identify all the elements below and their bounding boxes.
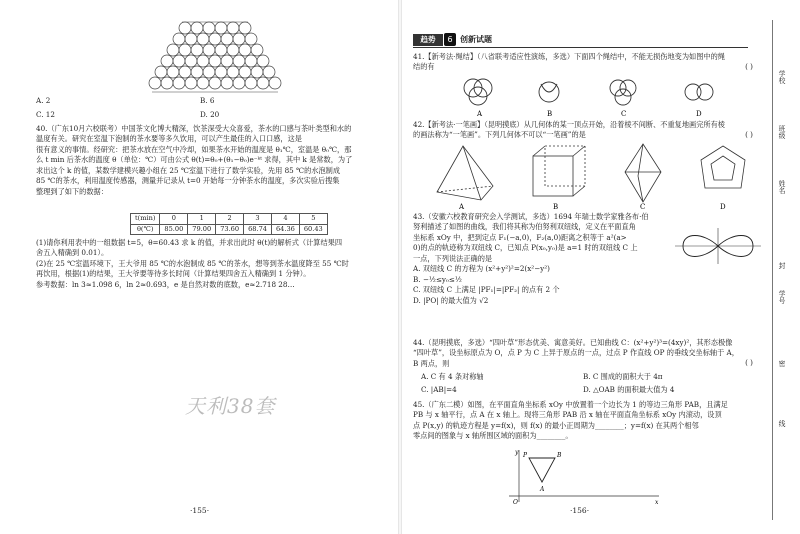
table-cell: 2 [216, 214, 244, 225]
table-cell: 0 [160, 214, 188, 225]
pipe-circle [179, 66, 191, 78]
text-line: 点 P(x,y) 的轨迹方程是 y=f(x)，则 f(x) 的最小正周期为________；y=f(x) 在其两个相邻 [413, 420, 699, 430]
text-line: 求出这个 k 的值，某数学建模兴趣小组在 25 ℃室温下进行了数学实验，先用 85 ℃的水泡制成 [36, 165, 341, 175]
book-gutter [398, 0, 402, 534]
table-cell: 1 [188, 214, 216, 225]
table-cell: 79.00 [188, 224, 216, 235]
q44-text [413, 338, 758, 369]
q39-option-d: D. 20 [200, 110, 220, 119]
pipe-circle [191, 66, 203, 78]
answer-paren: ( ) [745, 358, 753, 367]
text-line: 44.（昆明摸底，多选）“四叶草”形态优美、寓意美好。已知曲线 C：(x²+y²)³=(4xy)²，其形态极像 [413, 338, 733, 347]
table-cell: 73.60 [216, 224, 244, 235]
side-label: 学校 [777, 70, 785, 84]
text-line: 舍五入精确到 0.01）。 [36, 248, 109, 258]
text-line: A. 双纽线 C 的方程为 (x²+y²)²=2(x²−y²) [413, 264, 550, 274]
axis-label-y: y [515, 449, 519, 456]
pipe-circle [161, 55, 173, 67]
text-line: 很有意义的事情。经研究：把茶水放在空气中冷却，如果茶水开始的温度是 θ₁℃，室温是 θ₀℃，那 [36, 144, 352, 154]
q44-option-d: D. △OAB 的面积最大值为 4 [583, 385, 675, 394]
knot-figures [453, 74, 743, 118]
text-line: (1)请你利用表中的一组数据 t=5，θ=60.43 求 k 的值，并求出此时 θ(t)的解析式（计算结果四 [36, 238, 343, 247]
q44-option-b: B. C 围成的面积大于 4π [583, 372, 663, 381]
text-line: 40.（广东10月六校联考）中国茶文化博大精深，饮茶深受大众喜爱，茶水的口感与茶叶类型和水的 [36, 124, 352, 133]
text-line: 参考数据：ln 3≈1.098 6，ln 2≈0.693，e 是自然对数的底数，e≈2.718 28… [36, 279, 295, 289]
table-cell: 85.00 [160, 224, 188, 235]
pipe-circle [221, 55, 233, 67]
table-cell: 64.36 [271, 224, 299, 235]
table-cell: 5 [299, 214, 327, 225]
pipe-circle [197, 55, 209, 67]
pipe-circle [251, 44, 263, 56]
table-cell: 60.43 [299, 224, 327, 235]
pipe-circle [215, 66, 227, 78]
answer-paren: ( ) [745, 62, 753, 71]
text-line: 整理到了如下的数据： [36, 186, 108, 196]
pipe-circle [233, 55, 245, 67]
pipe-circle [227, 22, 239, 34]
text-line: 43.（安徽六校教育研究会入学测试，多选）1694 年瑞士数学家雅各布·伯 [413, 212, 649, 221]
pipe-circle [191, 44, 203, 56]
pipe-circle [203, 66, 215, 78]
text-line: B 两点，则 [413, 358, 450, 368]
point-b-label: B [557, 452, 562, 459]
q39-option-c: C. 12 [36, 110, 55, 119]
text-line: C. 双纽线 C 上满足 |PF₁|=|PF₂| 的点有 2 个 [413, 285, 560, 295]
pipe-circle [209, 77, 221, 89]
text-line: 零点间的图象与 x 轴所围区域的面积为________。 [413, 431, 573, 441]
pipe-circle [155, 66, 167, 78]
q40-text [36, 124, 381, 197]
pipe-circle [233, 77, 245, 89]
pipe-circle [245, 33, 257, 45]
text-line: 45.（广东二模）如图，在平面直角坐标系 xOy 中放置着一个边长为 1 的等边三角形 PAB，且满足 [413, 400, 728, 409]
solid-label-a: A [459, 203, 465, 210]
lemniscate-figure [673, 226, 763, 266]
pipe-circle [149, 77, 161, 89]
solid-label-b: B [553, 203, 559, 210]
pipe-circle [251, 66, 263, 78]
text-line: 41.【新考法·绳结】（八省联考适应性演练，多选）下面四个绳结中，不能无损伤地变为如图中的绳 [413, 52, 725, 61]
q40-subquestions [36, 238, 381, 290]
side-label: 线 [777, 420, 785, 427]
text-line: 结的有 [413, 62, 435, 72]
text-line: D. |PO| 的最大值为 √2 [413, 295, 489, 305]
solid-label-d: D [720, 203, 726, 210]
pipe-circle [227, 66, 239, 78]
pipe-circle [185, 33, 197, 45]
text-line: (2)在 25 ℃室温环境下，王大爷用 85 ℃的水泡制成 85 ℃的茶水，想等到茶水温度降至 55 ℃时 [36, 258, 349, 268]
pipe-circle [215, 22, 227, 34]
q44-option-c: C. |AB|=4 [421, 385, 457, 394]
knot-label-a: A [477, 110, 483, 118]
right-page [413, 0, 763, 534]
stacked-pipes-figure [140, 18, 290, 98]
pipe-circle [227, 44, 239, 56]
text-line: 85 ℃的茶水，利用温度传感器，测量并记录从 t=0 开始每一分钟茶水的温度，多次实验后搜集 [36, 176, 340, 186]
pipe-circle [203, 22, 215, 34]
side-label: 密 [777, 360, 785, 367]
text-line: 一点，下列说法正确的是 [413, 253, 493, 263]
page-number: ·156· [570, 506, 590, 515]
point-a-label: A [540, 486, 545, 493]
point-p-label: P [523, 452, 528, 459]
table-cell: 4 [271, 214, 299, 225]
table-row [131, 214, 328, 225]
pipe-circle [209, 33, 221, 45]
pipe-circle [173, 33, 185, 45]
pipe-circle [209, 55, 221, 67]
pipe-circle [221, 33, 233, 45]
pipe-circle [239, 44, 251, 56]
binding-line [772, 20, 773, 520]
side-label: 封 [777, 262, 785, 269]
knot-label-b: B [547, 110, 553, 118]
section-label: 趋势 [413, 34, 443, 46]
table-cell: θ(℃) [131, 224, 160, 235]
pipe-circle [257, 77, 269, 89]
answer-paren: ( ) [745, 130, 753, 139]
q39-option-a: A. 2 [36, 96, 51, 105]
pipe-circle [221, 77, 233, 89]
q41-text [413, 52, 758, 73]
text-line: 坐标系 xOy 中，把到定点 F₁(−a,0)，F₂(a,0)距离之积等于 a²(a> [413, 232, 627, 242]
text-line: 42.【新考法·一笔画】（昆明摸底）从几何体的某一顶点开始，沿着棱不间断、不重复地画完所有棱 [413, 120, 725, 129]
axis-label-x: x [655, 499, 659, 506]
knot-label-c: C [621, 110, 627, 118]
table-cell: 68.74 [244, 224, 272, 235]
solid-figures [433, 142, 763, 210]
pipe-circle [197, 33, 209, 45]
pipe-circle [197, 77, 209, 89]
pipe-circle [173, 55, 185, 67]
pipe-circle [215, 44, 227, 56]
text-line: PB 与 x 轴平行，点 A 在 x 轴上。现将三角形 PAB 沿 x 轴在平面直角坐标系 xOy 内滚动，设顶 [413, 410, 722, 420]
pipe-circle [239, 22, 251, 34]
pipe-circle [239, 66, 251, 78]
pipe-circle [263, 66, 275, 78]
text-line: B. −½≤y₀≤½ [413, 274, 462, 284]
text-line: “四叶草”，设坐标原点为 O，点 P 为 C 上异于原点的一点，过点 P 作直线 OP 的垂线交坐标轴于 A， [413, 348, 739, 358]
knot-label-d: D [696, 110, 702, 118]
q44-option-a: A. C 有 4 条对称轴 [421, 372, 484, 381]
text-line: 的画法称为“一笔画”。下列几何体不可以“一笔画”的是 [413, 130, 586, 140]
pipe-circle [179, 44, 191, 56]
table-cell: 3 [244, 214, 272, 225]
section-number: 6 [444, 33, 456, 46]
q42-text [413, 120, 758, 141]
triangle-axis-figure [503, 446, 663, 506]
pipe-circle [257, 55, 269, 67]
text-line: 努利描述了如图的曲线，我们将其称为伯努利双纽线，定义在平面直角 [413, 222, 636, 232]
pipe-circle [203, 44, 215, 56]
text-line: 再饮用，根据(1)的结果，王大爷要等待多长时间（计算结果四舍五入精确到 1 分钟）。 [36, 269, 311, 279]
side-label: 班级 [777, 125, 785, 139]
origin-label: O [513, 499, 518, 506]
pipe-circle [245, 55, 257, 67]
pipe-circle [185, 55, 197, 67]
q45-text [413, 400, 758, 442]
pipe-circle [167, 44, 179, 56]
watermark-logo: 天利38套 [185, 394, 276, 418]
pipe-circle [179, 22, 191, 34]
temperature-table [130, 213, 328, 235]
pipe-circle [167, 66, 179, 78]
solid-label-c: C [640, 203, 646, 210]
page-number: ·155· [190, 506, 210, 515]
pipe-circle [161, 77, 173, 89]
q43-text [413, 212, 663, 306]
pipe-circle [269, 77, 281, 89]
pipe-circle [185, 77, 197, 89]
text-line: 温度有关。研究在室温下泡制的茶水要等多久饮用，可以产生最佳的入口口感，这是 [36, 134, 302, 144]
side-label: 姓名 [777, 180, 785, 194]
section-title: 创新试题 [460, 35, 492, 44]
pipe-circle [191, 22, 203, 34]
text-line: 0)的点的轨迹称为双纽线 C，已知点 P(x₀,y₀)是 a=1 时的双纽线 C 上 [413, 243, 638, 253]
side-label: 学号 [777, 290, 785, 304]
pipe-circle [233, 33, 245, 45]
q39-option-b: B. 6 [200, 96, 215, 105]
table-row [131, 224, 328, 235]
text-line: 么 t min 后茶水的温度 θ（单位：℃）可由公式 θ(t)=θ₀+(θ₁−θ₀)e⁻ᵏᵗ 求得，其中 k 是常数，为了 [36, 155, 353, 165]
table-cell: t(min) [131, 214, 160, 225]
pipe-circle [173, 77, 185, 89]
pipe-circle [245, 77, 257, 89]
